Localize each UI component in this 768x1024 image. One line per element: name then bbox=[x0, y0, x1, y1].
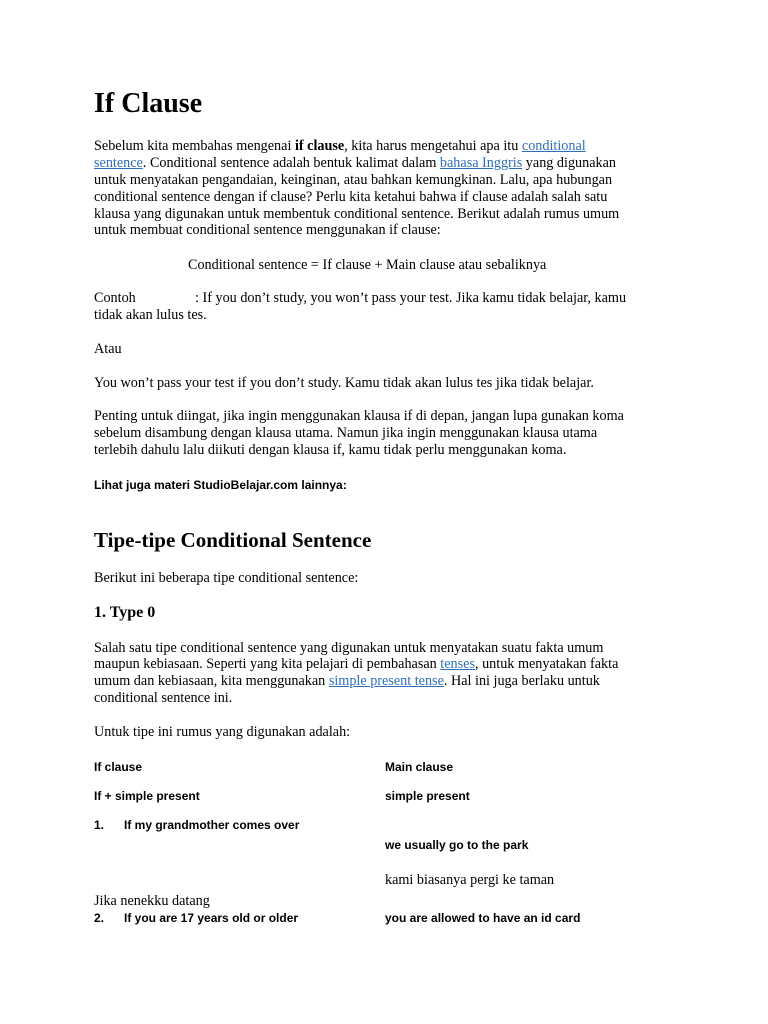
contoh-line-1: : If you don’t study, you won’t pass your test. Jika kamu tidak belajar, kamu bbox=[195, 290, 627, 306]
contoh-label: Contoh bbox=[94, 290, 136, 306]
table-formula-main: simple present bbox=[385, 789, 470, 803]
row-2-main-text: you are allowed to have an id card bbox=[385, 911, 581, 925]
section-title: Tipe-tipe Conditional Sentence bbox=[94, 528, 372, 552]
type0-text: maupun kebiasaan. Seperti yang kita pelajari di pembahasan bbox=[94, 656, 441, 672]
row-1-main-translation: kami biasanya pergi ke taman bbox=[385, 872, 555, 888]
row-1-if-text: If my grandmother comes over bbox=[124, 818, 300, 832]
intro-text: yang digunakan bbox=[522, 155, 617, 171]
row-1-main-text: we usually go to the park bbox=[385, 838, 529, 852]
intro-line-3: untuk menyatakan pengandaian, keinginan, atau bahkan kemungkinan. Lalu, apa hubungan bbox=[94, 172, 613, 188]
conditional-sentence-link[interactable]: conditional bbox=[521, 138, 586, 154]
intro-line-5: klausa yang digunakan untuk membentuk conditional sentence. Berikut adalah rumus umum bbox=[94, 206, 620, 222]
intro-text: . Conditional sentence adalah bentuk kalimat dalam bbox=[142, 155, 440, 171]
intro-text: Sebelum kita membahas mengenai bbox=[94, 138, 295, 154]
conditional-sentence-link-cont[interactable]: sentence bbox=[94, 155, 143, 171]
type0-text: . Hal ini juga berlaku untuk bbox=[443, 673, 600, 689]
table-formula-if: If + simple present bbox=[94, 789, 200, 803]
page-title: If Clause bbox=[94, 88, 203, 119]
intro-line-1 bbox=[94, 138, 586, 155]
type0-line-2 bbox=[94, 656, 618, 673]
section-intro: Berikut ini beberapa tipe conditional sentence: bbox=[94, 570, 359, 586]
formula-intro: Untuk tipe ini rumus yang digunakan adalah: bbox=[94, 724, 351, 740]
type0-text: , untuk menyatakan fakta bbox=[474, 656, 619, 672]
row-2-if-text: If you are 17 years old or older bbox=[124, 911, 299, 925]
intro-line-2 bbox=[94, 155, 616, 172]
type0-line-4: conditional sentence ini. bbox=[94, 690, 233, 706]
intro-line-6: untuk membuat conditional sentence menggunakan if clause: bbox=[94, 222, 441, 238]
intro-line-4: conditional sentence dengan if clause? Perlu kita ketahui bahwa if clause adalah salah satu bbox=[94, 189, 608, 205]
contoh-line-2: tidak akan lulus tes. bbox=[94, 307, 207, 323]
atau-text: Atau bbox=[94, 341, 122, 357]
tenses-link[interactable]: tenses bbox=[440, 656, 475, 672]
row-1-number: 1. bbox=[94, 818, 105, 832]
table-header-if-clause: If clause bbox=[94, 760, 143, 774]
intro-text: , kita harus mengetahui apa itu bbox=[344, 138, 522, 154]
type0-line-1: Salah satu tipe conditional sentence yang digunakan untuk menyatakan suatu fakta umum bbox=[94, 640, 604, 656]
note-line-3: terlebih dahulu lalu diikuti dengan klausa if, kamu tidak perlu menggunakan koma. bbox=[94, 442, 567, 458]
example-2: You won’t pass your test if you don’t study. Kamu tidak akan lulus tes jika tidak belajar. bbox=[94, 375, 594, 391]
type0-text: umum dan kebiasaan, kita menggunakan bbox=[94, 673, 329, 689]
simple-present-tense-link[interactable]: simple present tense bbox=[328, 673, 444, 689]
type0-line-3 bbox=[94, 673, 600, 690]
intro-bold-term: if clause bbox=[294, 138, 345, 154]
bahasa-inggris-link[interactable]: bahasa Inggris bbox=[439, 155, 523, 171]
note-line-2: sebelum disambung dengan klausa utama. Namun jika ingin menggunakan klausa utama bbox=[94, 425, 598, 441]
note-line-1: Penting untuk diingat, jika ingin menggunakan klausa if di depan, jangan lupa gunakan koma bbox=[94, 408, 624, 424]
formula-text: Conditional sentence = If clause + Main clause atau sebaliknya bbox=[188, 257, 547, 273]
row-1-if-translation: Jika nenekku datang bbox=[94, 893, 210, 909]
type0-heading: 1. Type 0 bbox=[94, 604, 156, 621]
table-header-main-clause: Main clause bbox=[385, 760, 454, 774]
see-also-text: Lihat juga materi StudioBelajar.com lainnya: bbox=[94, 478, 347, 492]
row-2-number: 2. bbox=[94, 911, 105, 925]
